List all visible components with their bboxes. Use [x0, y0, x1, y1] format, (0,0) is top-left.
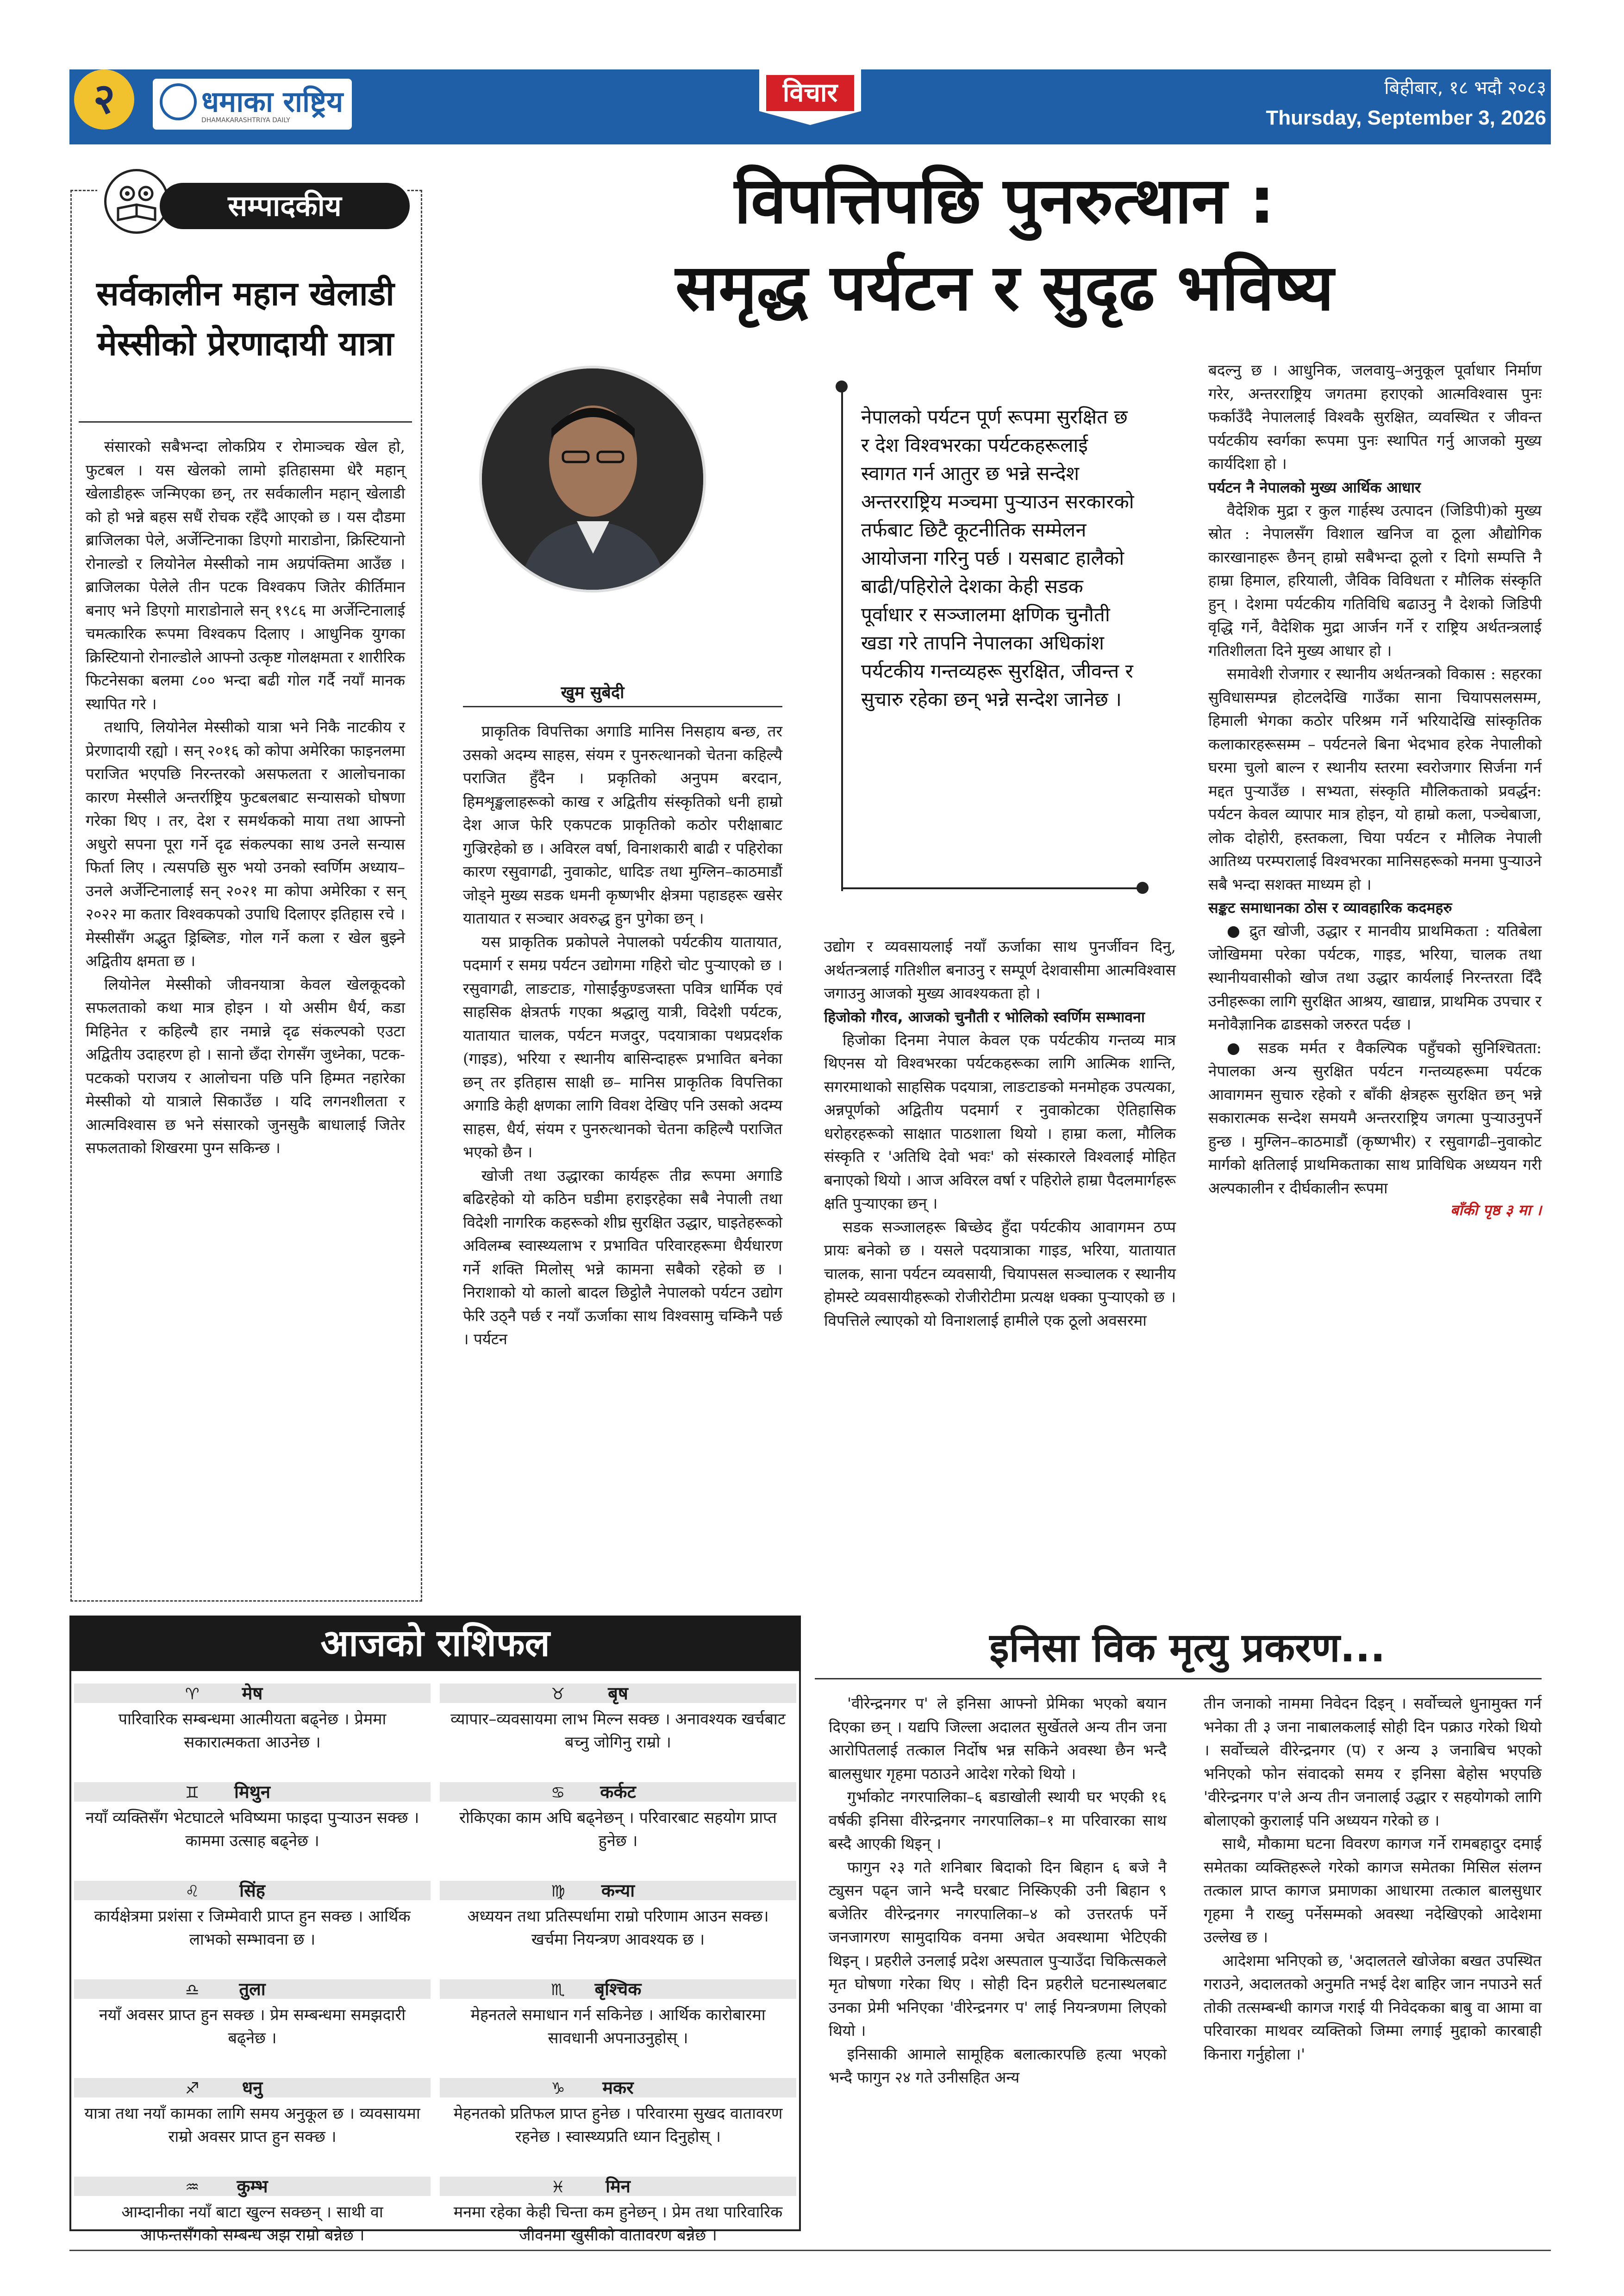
article-subheading: हिजोको गौरव, आजको चुनौती र भोलिको स्वर्णिम सम्भावना	[824, 1008, 1145, 1026]
headline-line-1: विपत्तिपछि पुनरुत्थान :	[734, 163, 1275, 238]
page-number: २	[74, 69, 134, 130]
zodiac-icon: ♈	[185, 1685, 200, 1703]
article-subheading: सङ्कट समाधानका ठोस र व्यावहारिक कदमहरु	[1208, 899, 1452, 917]
horoscope-sign: ♊ मिथुन	[74, 1782, 431, 1802]
horoscope-text: व्यापार–व्यवसायमा लाभ मिल्न सक्छ । अनावश्यक खर्चबाट बच्नु जोगिनु राम्रो ।	[450, 1710, 786, 1752]
rashifal-column-right	[440, 1678, 796, 2270]
rashifal-column-left	[74, 1678, 431, 2270]
horoscope-sign: ♎ तुला	[74, 1979, 431, 1999]
article-column-3	[1208, 359, 1542, 1220]
author-name: खुम सुबेदी	[561, 683, 625, 702]
horoscope-sign: ♑ मकर	[440, 2078, 796, 2097]
article-column-1	[463, 720, 782, 1351]
horoscope-sign: ♒ कुम्भ	[74, 2177, 431, 2196]
horoscope-sign: ♍ कन्या	[440, 1881, 796, 1900]
headline-line-2: समृद्ध पर्यटन र सुदृढ भविष्य	[675, 250, 1334, 325]
story-paragraph: गुर्भाकोट नगरपालिका–६ बडाखोली स्थायी घर भएकी १६ वर्षकी इनिसा वीरेन्द्रनगर नगरपालिका–१ मा परिवारका साथ बस्दै आएकी थिइन् ।	[829, 1788, 1167, 1853]
article-paragraph: प्राकृतिक विपत्तिका अगाडि मानिस निसहाय बन्छ, तर उसको अदम्य साहस, संयम र पुनरुत्थानको चेतना कहिल्यै पराजित हुँदैन । प्रकृतिको अनुपम बरदान, हिमशृङ्खलाहरूको काख र अद्वितीय संस्कृतिको धनी हाम्रो देश आज फेरि एकपटक प्राकृतिको कठोर परीक्षाबाट गुज्रिरहेको छ । अविरल वर्षा, विनाशकारी बाढी र पहिरोका कारण रसुवागढी, नुवाकोट, धादिङ तथा मुग्लिन–काठमाडौं जोड्ने मुख्य सडक धमनी कृष्णभीर क्षेत्रमा पहाडहरू खसेर यातायात र सञ्चार अवरुद्ध हुन पुगेका छन् ।	[463, 722, 782, 927]
story-paragraph: इनिसाकी आमाले सामूहिक बलात्कारपछि हत्या भएको भन्दै फागुन २४ गते उनीसहित अन्य	[829, 2045, 1167, 2086]
article-paragraph: उद्योग र व्यवसायलाई नयाँ ऊर्जाका साथ पुनर्जीवन दिनु, अर्थतन्त्रलाई गतिशील बनाउनु र सम्पूर्ण देशवासीमा आत्मविश्वास जगाउनु आजको मुख्य आवश्यकता हो ।	[824, 937, 1176, 1002]
article-paragraph: खोजी तथा उद्धारका कार्यहरू तीव्र रूपमा अगाडि बढिरहेको यो कठिन घडीमा हराइरहेका सबै नेपाली तथा विदेशी नागरिक कहरूको शीघ्र सुरक्षित उद्धार, घाइतेहरूको अविलम्ब स्वास्थ्यलाभ र प्रभावित परिवारहरूमा धैर्यधारण गर्ने शक्ति मिलोस् भन्ने कामना सबैको रहेको छ । निराशाको यो कालो बादल छिट्ठोलै नेपालको पर्यटन उद्योग फेरि उठ्नै पर्छ र नयाँ ऊर्जाका साथ विश्वसामु चम्किनै पर्छ । पर्यटन	[463, 1166, 782, 1348]
article-bullet: ● द्रुत खोजी, उद्धार र मानवीय प्राथमिकता : यतिबेला जोखिममा परेका पर्यटक, गाइड, भरिया, चालक तथा स्थानीयवासीको खोज तथा उद्धार कार्यलाई निरन्तरता दिँदै उनीहरूका लागि सुरक्षित आश्रय, खाद्यान्न, प्राथमिक उपचार र मनोवैज्ञानिक ढाडसको जरुरत पर्दछ ।	[1208, 919, 1542, 1036]
editorial-paragraph: लियोनेल मेस्सीको जीवनयात्रा केवल खेलकूदको सफलताको कथा मात्र होइन । यो असीम धैर्य, कडा मिहिनेत र कहिल्यै हार नमान्ने दृढ संकल्पको एउटा अद्वितीय उदाहरण हो । सानो छँदा रोगसँग जुध्नेका, पटक-पटकको पराजय र आलोचना पछि पनि हिम्मत नहारेका मेस्सीको यो यात्राले सिकाउँछ । यदि लगनशीलता र आत्मविश्वास छ भने संसारको जुनसुकै बाधालाई जितेर सफलताको शिखरमा पुग्न सकिन्छ ।	[86, 975, 405, 1157]
article-paragraph: सडक सञ्जालहरू बिच्छेद हुँदा पर्यटकीय आवागमन ठप्प प्रायः बनेको छ । यसले पदयात्राका गाइड, भरिया, यातायात चालक, साना पर्यटन व्यवसायी, चियापसल सञ्चालक र स्थानीय होमस्टे व्यवसायीहरूको रोजीरोटीमा प्रत्यक्ष धक्का पुर्‍याएको छ । विपत्तिले ल्याएको यो विनाशलाई हामीले एक ठूलो अवसरमा	[824, 1217, 1176, 1329]
story-paragraph: तीन जनाको नाममा निवेदन दिइन् । सर्वोच्चले धुनामुक्त गर्न भनेका ती ३ जना नाबालकलाई सोही दिन पक्राउ गरेको थियो । सर्वोच्चले वीरेन्द्रनगर (प) र अन्य ३ जनाबिच भएको भनिएको फोन संवादको समय र इनिसा बेहोस भएपछि 'वीरेन्द्रनगर प'ले अन्य तीन जनालाई उद्धार र सहयोगको लागि बोलाएको कुरालाई पनि अध्ययन गरेको छ ।	[1204, 1694, 1542, 1829]
horoscope-text: मनमा रहेका केही चिन्ता कम हुनेछन् । प्रेम तथा पारिवारिक जीवनमा खुसीको वातावरण बन्नेछ ।	[453, 2203, 783, 2245]
article-paragraph: हिजोका दिनमा नेपाल केवल एक पर्यटकीय गन्तव्य मात्र थिएनस यो विश्वभरका पर्यटकहरूका लागि आत्मिक शान्ति, सगरमाथाको साहसिक पदयात्रा, लाङटाङको मनमोहक उपत्यका, अन्नपूर्णको अद्वितीय पदमार्ग र नुवाकोटका ऐतिहासिक धरोहरहरूको साक्षात पाठशाला थियो । हाम्रा कला, मौलिक संस्कृति र 'अतिथि देवो भवः' को संस्कारले विश्वलाई मोहित बनाएको थियो । आज अविरल वर्षा र पहिरोले हाम्रा पैदलमार्गहरू क्षति पुर्‍याएका छन् ।	[824, 1030, 1176, 1212]
horoscope-text: मेहनतले समाधान गर्न सकिनेछ । आर्थिक कारोबारमा सावधानी अपनाउनुहोस् ।	[470, 2006, 766, 2047]
zodiac-icon: ♓	[551, 2178, 565, 2196]
story-paragraph: फागुन २३ गते शनिबार बिदाको दिन बिहान ६ बजे नै ट्युसन पढ्न जाने भन्दै घरबाट निस्किएकी उनी बिहान ९ बजेतिर वीरेन्द्रनगर नगरपालिका–४ को उत्तरतर्फ पर्ने जनजागरण सामुदायिक वनमा अचेत अवस्थामा भेटिएकी थिइन् । प्रहरीले उनलाई प्रदेश अस्पताल पुऱ्याउँदा चिकित्सकले मृत घोषणा गरेका थिए । सोही दिन प्रहरीले घटनास्थलबाट उनका प्रेमी भनिएका 'वीरेन्द्रनगर प' लाई नियन्त्रणमा लिएको थियो ।	[829, 1858, 1167, 2040]
story-divider	[815, 1678, 1542, 1679]
horoscope-text: रोकिएका काम अघि बढ्नेछन् । परिवारबाट सहयोग प्राप्त हुनेछ ।	[459, 1809, 777, 1850]
horoscope-item	[440, 1881, 796, 1974]
horoscope-item	[440, 1979, 796, 2072]
editorial-paragraph: तथापि, लियोनेल मेस्सीको यात्रा भने निकै नाटकीय र प्रेरणादायी रह्यो । सन् २०१६ को कोपा अमेरिका फाइनलमा पराजित भएपछि निरन्तरको असफलता र आलोचनाका कारण मेस्सीले अन्तर्राष्ट्रिय फुटबलबाट सन्यासको घोषणा गरेका थिए । तर, देश र समर्थकको माया तथा आफ्नो अधुरो सपना पूरा गर्ने दृढ संकल्पका साथ उनले सन्यास फिर्ता लिए । त्यसपछि सुरु भयो उनको स्वर्णिम अध्याय–उनले अर्जेन्टिनालाई सन् २०२१ मा कोपा अमेरिका र सन् २०२२ मा कतार विश्वकपको उपाधि दिलाएर इतिहास रचे । मेस्सीसँग अद्भुत ड्रिब्लिङ, गोल गर्ने कला र खेल बुझ्ने अद्वितीय क्षमता छ ।	[86, 718, 405, 970]
story-headline: इनिसा विक मृत्यु प्रकरण...	[989, 1625, 1386, 1671]
horoscope-text: पारिवारिक सम्बन्धमा आत्मीयता बढ्नेछ । प्रेममा सकारात्मकता आउनेछ ।	[118, 1710, 387, 1752]
article-bullet: ● सडक मर्मत र वैकल्पिक पहुँचको सुनिश्चितता: नेपालका अन्य सुरक्षित पर्यटन गन्तव्यहरूमा पर्यटक आवागमन सुचारु रहेको र बाँकी क्षेत्रहरू सुरक्षित छन् भन्ने सकारात्मक सन्देश समयमै अन्तरराष्ट्रिय जगत्मा पुर्‍याउनुपर्ने हुन्छ । मुग्लिन–काठमाडौं (कृष्णभीर) र रसुवागढी–नुवाकोट मार्गको क्षतिलाई प्राथमिकताका साथ प्राविधिक अध्ययन गरी अल्पकालीन र दीर्घकालीन रूपमा	[1208, 1036, 1542, 1200]
horoscope-text: अध्ययन तथा प्रतिस्पर्धामा राम्रो परिणाम आउन सक्छ। खर्चमा नियन्त्रण आवश्यक छ ।	[467, 1907, 769, 1949]
horoscope-text: मेहनतको प्रतिफल प्राप्त हुनेछ । परिवारमा सुखद वातावरण रहनेछ । स्वास्थ्यप्रति ध्यान दिनुहोस् ।	[453, 2104, 783, 2146]
section-badge: विचार	[766, 75, 854, 111]
horoscope-item	[74, 2177, 431, 2270]
pullquote-rule	[841, 387, 843, 891]
article-paragraph: वैदेशिक मुद्रा र कुल गार्हस्थ उत्पादन (जिडिपी)को मुख्य स्रोत : नेपालसँग विशाल खनिज वा ठूला औद्योगिक कारखानाहरू छैनन् हाम्रो सबैभन्दा ठूलो र दिगो सम्पत्ति नै हाम्रा हिमाल, हरियाली, जैविक विविधता र मौलिक संस्कृति हुन् । देशमा पर्यटकीय गतिविधि बढाउनु नै देशको जिडिपी वृद्धि गर्ने, वैदेशिक मुद्रा आर्जन गर्ने र राष्ट्रिय अर्थतन्त्रलाई गतिशीलता दिने मुख्य आधार हो ।	[1208, 501, 1542, 660]
story-column-1	[829, 1692, 1167, 2090]
editorial-book-icon	[104, 169, 169, 234]
pullquote-rule-bottom	[841, 887, 1142, 889]
horoscope-item	[74, 2078, 431, 2171]
horoscope-text: नयाँ व्यक्तिसँग भेटघाटले भविष्यमा फाइदा पुऱ्याउन सक्छ । काममा उत्साह बढ्नेछ ।	[85, 1809, 419, 1850]
pullquote-dot	[1137, 882, 1149, 894]
zodiac-icon: ♒	[185, 2178, 200, 2196]
zodiac-icon: ♏	[551, 1981, 565, 1999]
zodiac-icon: ♐	[185, 2079, 200, 2098]
horoscope-sign: ♐ धनु	[74, 2078, 431, 2097]
footer-divider	[69, 2250, 1551, 2251]
horoscope-text: यात्रा तथा नयाँ कामका लागि समय अनुकूल छ । व्यवसायमा राम्रो अवसर प्राप्त हुन सक्छ ।	[84, 2104, 420, 2146]
rashifal-title: आजको राशिफल	[320, 1622, 550, 1665]
horoscope-sign: ♓ मिन	[440, 2177, 796, 2196]
logo-text: धमाका राष्ट्रिय	[201, 85, 344, 119]
editorial-divider	[79, 421, 412, 423]
article-headline	[463, 157, 1546, 331]
zodiac-icon: ♋	[551, 1784, 565, 1802]
pull-quote: नेपालको पर्यटन पूर्ण रूपमा सुरक्षित छ र देश विश्वभरका पर्यटकहरूलाई स्वागत गर्न आतुर छ भन्ने सन्देश अन्तरराष्ट्रिय मञ्चमा पुर्‍याउन सरकारको तर्फबाट छिटै कूटनीतिक सम्मेलन आयोजना गरिनु पर्छ । यसबाट हालैको बाढी/पहिरोले देशका केही सडक पूर्वाधार र सञ्जालमा क्षणिक चुनौती खडा गरे तापनि नेपालका अधिकांश पर्यटकीय गन्तव्यहरू सुरक्षित, जीवन्त र सुचारु रहेका छन् भन्ने सन्देश जानेछ ।	[861, 406, 1134, 711]
date-nepali: बिहीबार, १८ भदौ २०८३	[1384, 77, 1546, 99]
editorial-body	[86, 435, 405, 1160]
zodiac-icon: ♌	[185, 1882, 200, 1901]
horoscope-sign: ♋ कर्कट	[440, 1782, 796, 1802]
article-column-2	[824, 935, 1176, 1332]
editorial-label: सम्पादकीय	[160, 183, 410, 229]
zodiac-icon: ♉	[551, 1685, 565, 1703]
horoscope-item	[440, 2177, 796, 2270]
horoscope-item	[74, 1881, 431, 1974]
article-subheading: पर्यटन नै नेपालको मुख्य आर्थिक आधार	[1208, 478, 1421, 496]
date-english: Thursday, September 3, 2026	[1266, 106, 1546, 129]
zodiac-icon: ♊	[185, 1784, 200, 1802]
story-paragraph: साथै, मौकामा घटना विवरण कागज गर्ने रामबहादुर दमाई समेतका व्यक्तिहरूले गरेको कागज समेतका मिसिल संलग्न तत्काल प्राप्त कागज प्रमाणका आधारमा तत्काल बालसुधार गृहमा नै राख्नु पर्नेसम्मको अवस्था नदेखिएको आदेशमा उल्लेख छ ।	[1204, 1834, 1542, 1946]
logo-subtext: DHAMAKARASHTRIYA DAILY	[201, 117, 290, 124]
editorial-title: सर्वकालीन महान खेलाडी मेस्सीको प्रेरणादायी यात्रा	[96, 274, 394, 363]
horoscope-item	[440, 1782, 796, 1875]
horoscope-sign: ♉ बृष	[440, 1684, 796, 1703]
editorial-paragraph: संसारको सबैभन्दा लोकप्रिय र रोमाञ्चक खेल हो, फुटबल । यस खेलको लामो इतिहासमा धेरै महान् खेलाडीहरू जन्मिएका छन्, तर सर्वकालीन महान् खेलाडी को हो भन्ने बहस सधैं रोचक रहँदै आएको छ । यस दौडमा ब्राजिलका पेले, अर्जेन्टिनाका डिएगो माराडोना, क्रिस्टियानो रोनाल्डो र लियोनेल मेस्सीको नाम अग्रपंक्तिमा आउँछ । ब्राजिलका पेलेले तीन पटक विश्वकप जितेर कीर्तिमान बनाए भने डिएगो माराडोनाले सन् १९८६ मा अर्जेन्टिनालाई चमत्कारिक रूपमा विश्वकप दिलाए । आधुनिक युगका क्रिस्टियानो रोनाल्डोले आफ्नो उत्कृष्ट गोलक्षमता र शारीरिक फिटनेसका बलमा ८०० भन्दा बढी गोल गर्दै नयाँ मानक स्थापित गरे ।	[86, 437, 405, 713]
logo-emblem-icon	[160, 83, 197, 120]
horoscope-item	[74, 1979, 431, 2072]
horoscope-sign: ♏ बृश्चिक	[440, 1979, 796, 1999]
author-divider	[463, 706, 782, 707]
horoscope-text: आम्दानीका नयाँ बाटा खुल्न सक्छन् । साथी वा आफन्तसँगको सम्बन्ध अझ राम्रो बन्नेछ ।	[121, 2203, 383, 2245]
author-photo	[479, 366, 706, 593]
horoscope-item	[74, 1782, 431, 1875]
story-column-2	[1204, 1692, 1542, 2066]
story-paragraph: आदेशमा भनिएको छ, 'अदालतले खोजेका बखत उपस्थित गराउने, अदालतको अनुमति नभई देश बाहिर जान नपाउने सर्त तोकी तत्सम्बन्धी कागज गराई यी निवेदकका बाबु वा आमा वा परिवारका माथवर व्यक्तिको जिम्मा लगाई मुद्दाको कारबाही किनारा गर्नुहोला ।'	[1204, 1951, 1542, 2063]
article-paragraph: यस प्राकृतिक प्रकोपले नेपालको पर्यटकीय यातायात, पदमार्ग र समग्र पर्यटन उद्योगमा गहिरो चोट पुर्‍याएको छ । रसुवागढी, लाङटाङ, गोसाईंकुण्डजस्ता पवित्र धार्मिक एवं साहसिक क्षेत्रतर्फ गएका श्रद्धालु यात्री, विदेशी पर्यटक, यातायात चालक, पर्यटन मजदुर, पदयात्राका पथप्रदर्शक (गाइड), भरिया र स्थानीय बासिन्दाहरू प्रभावित बनेका छन् तर इतिहास साक्षी छ– मानिस प्राकृतिक विपत्तिका अगाडि केही क्षणका लागि विवश देखिए पनि उसको अदम्य साहस, धैर्य, संयम र पुनरुत्थानको चेतना कहिल्यै पराजित भएको छैन ।	[463, 932, 782, 1161]
horoscope-sign: ♈ मेष	[74, 1684, 431, 1703]
horoscope-text: नयाँ अवसर प्राप्त हुन सक्छ । प्रेम सम्बन्धमा समझदारी बढ्नेछ ।	[99, 2006, 406, 2047]
pullquote-dot	[836, 381, 848, 393]
horoscope-item	[440, 1684, 796, 1777]
zodiac-icon: ♑	[551, 2079, 565, 2098]
continued-link[interactable]: बाँकी पृष्ठ ३ मा ।	[1450, 1201, 1542, 1219]
zodiac-icon: ♎	[185, 1981, 200, 1999]
horoscope-sign: ♌ सिंह	[74, 1881, 431, 1900]
article-paragraph: समावेशी रोजगार र स्थानीय अर्थतन्त्रको विकास : सहरका सुविधासम्पन्न होटलदेखि गाउँका साना चियापसलसम्म, हिमाली भेगका कठोर परिश्रम गर्ने भरियादेखि सांस्कृतिक कलाकारहरूसम्म – पर्यटनले बिना भेदभाव हरेक नेपालीको घरमा चुलो बाल्न र स्थानीय स्तरमा स्वरोजगार सिर्जना गर्न मद्दत पुर्‍याउँछ । सभ्यता, संस्कृति मौलिकताको प्रवर्द्धन: पर्यटन केवल व्यापार मात्र होइन, यो हाम्रो कला, पञ्चेबाजा, लोक दोहोरी, हस्तकला, चिया पर्यटन र मौलिक नेपाली आतिथ्य परम्परालाई विश्वभरका मानिसहरूको मनमा पुर्‍याउने सबै भन्दा सशक्त माध्यम हो ।	[1208, 665, 1542, 893]
horoscope-text: कार्यक्षेत्रमा प्रशंसा र जिम्मेवारी प्राप्त हुन सक्छ । आर्थिक लाभको सम्भावना छ ।	[94, 1907, 411, 1949]
zodiac-icon: ♍	[551, 1882, 565, 1901]
story-paragraph: 'वीरेन्द्रनगर प' ले इनिसा आफ्नो प्रेमिका भएको बयान दिएका छन् । यद्यपि जिल्ला अदालत सुर्खेतले अन्य तीन जना आरोपितलाई तत्काल निर्दोष भन्न सकिने अवस्था छैन भन्दै बालसुधार गृहमा पठाउने आदेश गरेको थियो ।	[829, 1694, 1167, 1783]
article-paragraph: बदल्नु छ । आधुनिक, जलवायु–अनुकूल पूर्वाधार निर्माण गरेर, अन्तरराष्ट्रिय जगतमा हराएको आत्मविश्वास पुनः फर्काउँदै नेपाललाई विश्वकै सुरक्षित, व्यवस्थित र जीवन्त पर्यटकीय स्वर्गका रूपमा पुनः स्थापित गर्नु आजको मुख्य कार्यदिशा हो ।	[1208, 361, 1542, 473]
horoscope-item	[74, 1684, 431, 1777]
horoscope-item	[440, 2078, 796, 2171]
